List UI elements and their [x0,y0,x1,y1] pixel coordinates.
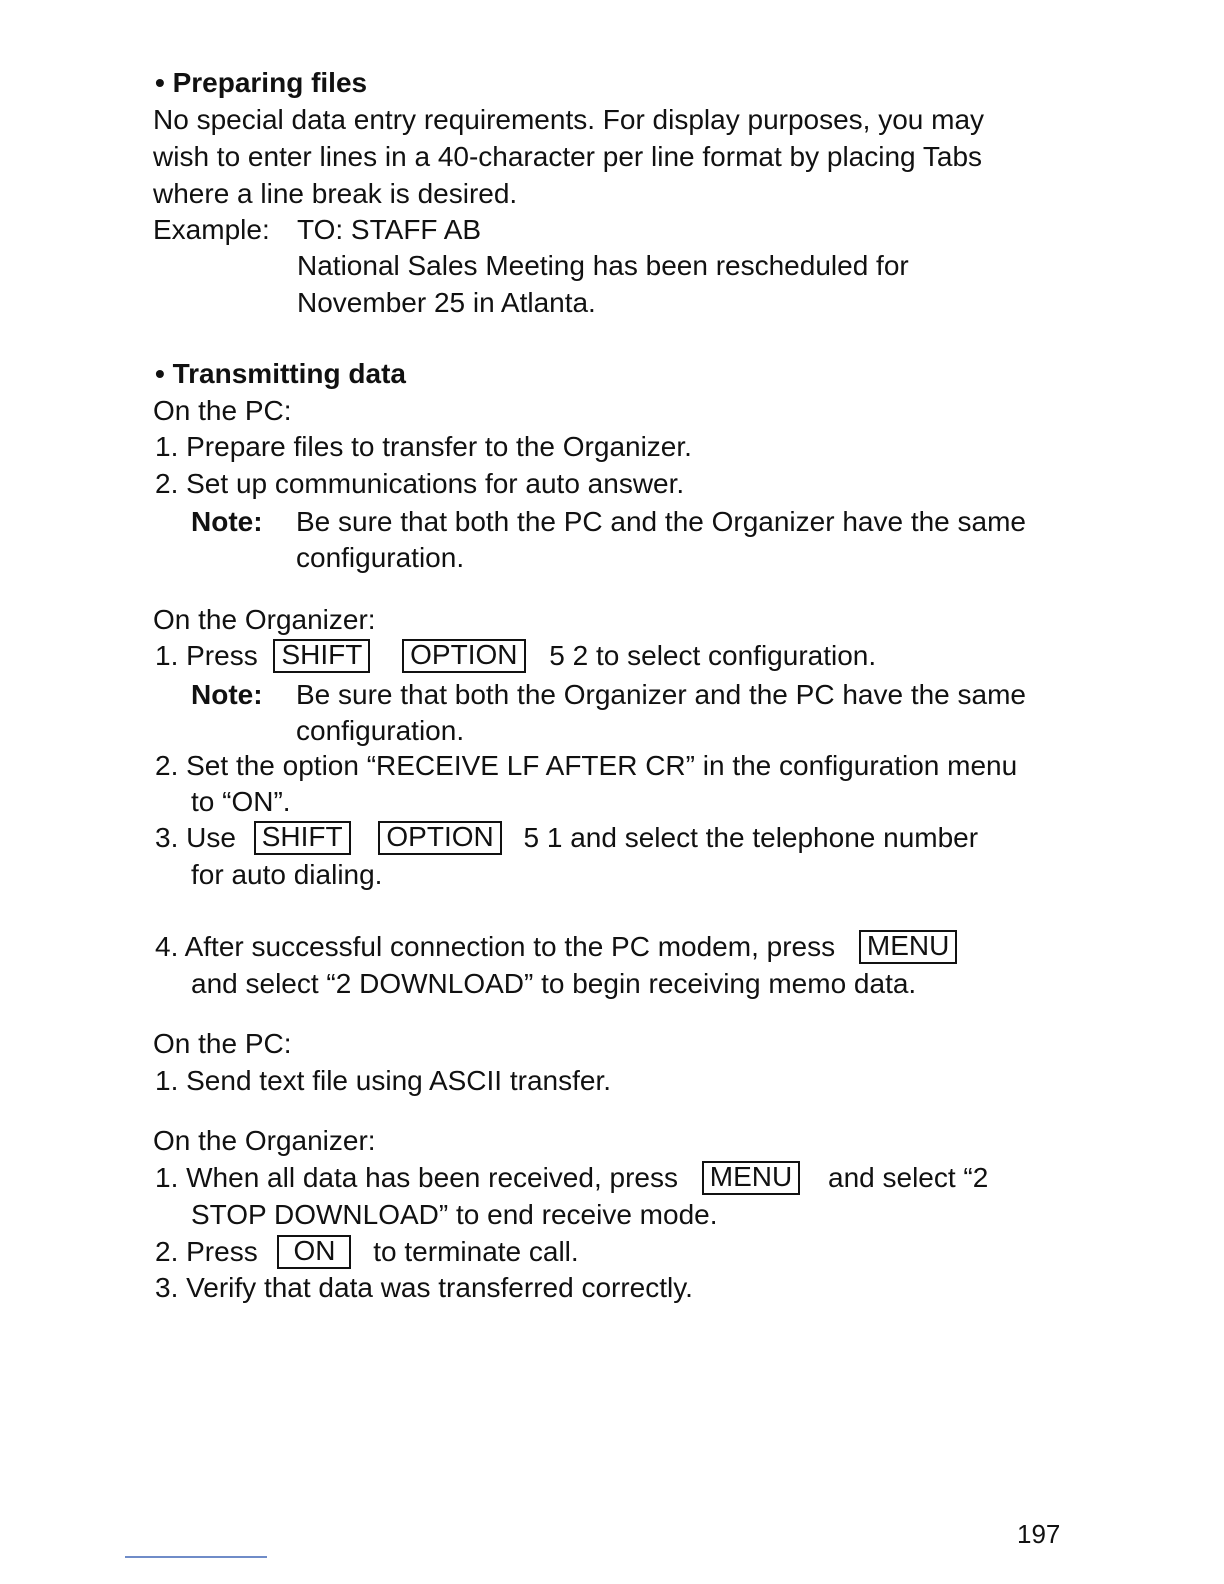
note-label: Note: [191,506,263,537]
example-line: November 25 in Atlanta. [297,287,596,318]
note-text: Be sure that both the PC and the Organizer have the same [296,506,1026,537]
note-text: configuration. [296,542,465,573]
step-text: 5 1 and select the telephone number [523,822,979,853]
step [155,928,959,965]
subsection-label: On the PC: [153,395,292,426]
paragraph-line: where a line break is desired. [153,178,518,209]
step [155,1233,579,1270]
example-label: Example: [153,214,270,245]
step-continuation: and select “2 DOWNLOAD” to begin receiving memo data. [191,968,917,999]
option-key: OPTION [402,639,525,673]
example-line: National Sales Meeting has been rescheduled for [297,250,909,281]
footer-rule [125,1556,267,1558]
example-line: TO: STAFF AB [297,214,482,245]
step-text: 2. Press [155,1236,258,1267]
note-text: Be sure that both the Organizer and the PC have the same [296,679,1026,710]
step-text: 3. Use [155,822,236,853]
shift-key: SHIFT [254,821,351,855]
step-text: 5 2 to select configuration. [549,640,877,671]
shift-key: SHIFT [273,639,370,673]
paragraph-line: wish to enter lines in a 40-character per line format by placing Tabs [153,141,983,172]
step-text: and select “2 [828,1162,989,1193]
on-key: ON [277,1235,351,1269]
subsection-label: On the Organizer: [153,604,376,635]
subsection-label: On the PC: [153,1028,292,1059]
step [155,637,876,674]
step-text: 1. When all data has been received, press [155,1162,678,1193]
option-key: OPTION [378,821,501,855]
step-continuation: for auto dialing. [191,859,383,890]
paragraph-line: No special data entry requirements. For display purposes, you may [153,104,985,135]
note-label: Note: [191,679,263,710]
section-heading-preparing: • Preparing files [155,67,368,98]
step: 2. Set up communications for auto answer. [155,468,685,499]
step: 1. Prepare files to transfer to the Organizer. [155,431,692,462]
step-text: 1. Press [155,640,258,671]
step-continuation: STOP DOWNLOAD” to end receive mode. [191,1199,718,1230]
subsection-label: On the Organizer: [153,1125,376,1156]
step [155,1159,988,1196]
step [155,819,978,856]
section-heading-transmitting: • Transmitting data [155,358,406,389]
step-text: to terminate call. [373,1236,579,1267]
heading-text: Preparing files [172,67,368,98]
heading-text: Transmitting data [172,358,406,389]
step-text: 4. After successful connection to the PC modem, press [155,931,836,962]
menu-key: MENU [859,930,957,964]
menu-key: MENU [702,1161,800,1195]
step: 3. Verify that data was transferred correctly. [155,1272,693,1303]
step: 2. Set the option “RECEIVE LF AFTER CR” in the configuration menu [155,750,1018,781]
step-continuation: to “ON”. [191,786,291,817]
note-text: configuration. [296,715,465,746]
page-number: 197 [1017,1519,1061,1549]
step: 1. Send text file using ASCII transfer. [155,1065,612,1096]
